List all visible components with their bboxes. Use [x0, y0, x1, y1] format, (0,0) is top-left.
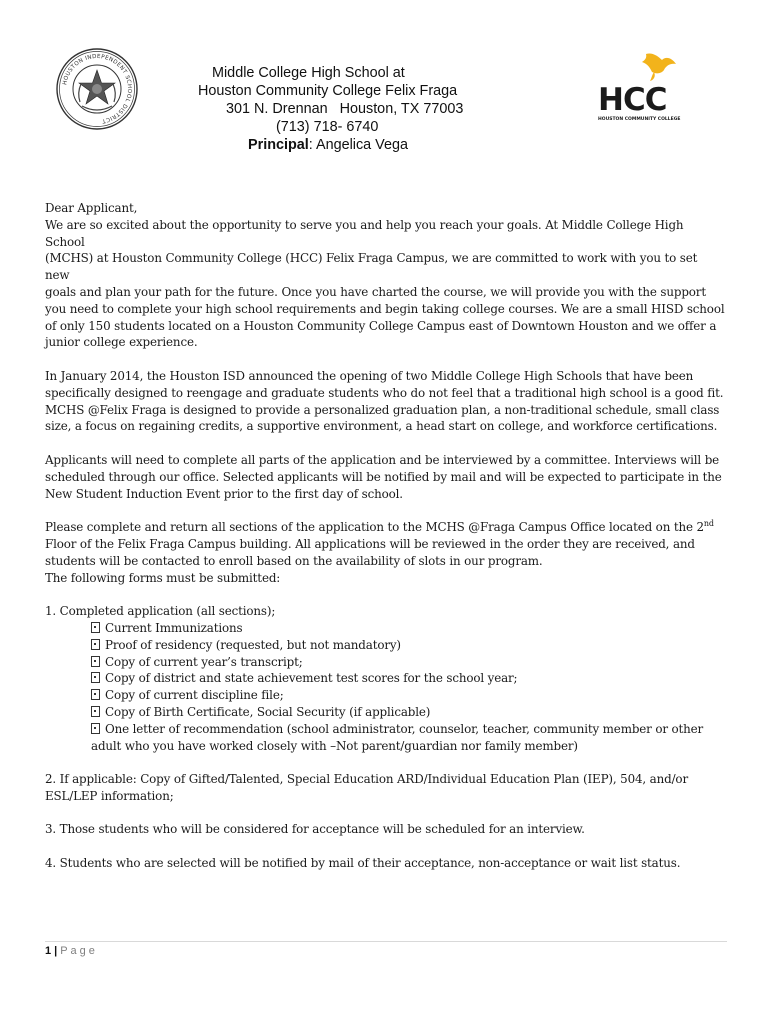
checkbox-icon: [91, 622, 100, 633]
checklist-continuation: adult who you have worked closely with –Not parent/guardian nor family member): [91, 738, 578, 753]
text-line: MCHS @Felix Fraga is designed to provide a personalized graduation plan, a non-traditional schedule, small class: [45, 402, 720, 417]
text-line: The following forms must be submitted:: [45, 570, 281, 585]
text-line: students will be contacted to enroll based on the availability of slots in our program.: [45, 553, 543, 568]
text-segment: Please complete and return all sections of the application to the MCHS @Fraga Campus Office located on the 2: [45, 520, 704, 535]
checkbox-icon: [91, 706, 100, 717]
hcc-logo-letters: HCC: [598, 82, 667, 118]
checkbox-icon: [91, 639, 100, 650]
text-line: 2. If applicable: Copy of Gifted/Talented, Special Education ARD/Individual Education Plan (IEP), 504, and/or: [45, 772, 688, 787]
page-number: 1: [45, 945, 52, 957]
checklist-label: One letter of recommendation (school administrator, counselor, teacher, community member or other: [105, 721, 704, 736]
school-name: Middle College High School at: [212, 65, 405, 81]
principal-name: : Angelica Vega: [308, 137, 408, 153]
checklist-item: [45, 704, 725, 721]
seal-text: HOUSTON INDEPENDENT SCHOOL DISTRICT: [62, 53, 133, 124]
text-line: goals and plan your path for the future. Once you have charted the course, we will provide you with the support: [45, 284, 706, 299]
checklist-label: Proof of residency (requested, but not mandatory): [105, 637, 401, 652]
star-seal-icon: [79, 70, 116, 110]
superscript: nd: [703, 519, 714, 529]
checklist-label: Copy of current discipline file;: [105, 688, 284, 703]
text-line: of only 150 students located on a Houston Community College Campus east of Downtown Houston and we offer a: [45, 318, 717, 333]
principal-line: [150, 136, 530, 154]
text-line: ESL/LEP information;: [45, 788, 174, 803]
checklist-item: [45, 687, 725, 704]
eagle-icon: [642, 53, 676, 81]
checklist-label: Current Immunizations: [105, 620, 243, 635]
checkbox-icon: [91, 689, 100, 700]
hcc-logo-subtitle: HOUSTON COMMUNITY COLLEGE: [598, 117, 681, 122]
list-item-2: [45, 771, 725, 805]
school-header: [150, 64, 530, 154]
hcc-logo: [592, 50, 696, 124]
college-name: Houston Community College Felix Fraga: [198, 83, 458, 99]
text-line: Applicants will need to complete all parts of the application and be interviewed by a committee. Interviews will be: [45, 452, 720, 467]
text-line: [45, 519, 725, 536]
paragraph-instructions: [45, 519, 725, 586]
checklist-label: Copy of district and state achievement test scores for the school year;: [105, 671, 518, 686]
salutation: Dear Applicant,: [45, 201, 138, 215]
checklist-item: [45, 721, 725, 738]
checklist-item: [45, 654, 725, 671]
checkbox-icon: [91, 656, 100, 667]
text-line: In January 2014, the Houston ISD announced the opening of two Middle College High Schools that have been: [45, 368, 694, 383]
school-phone: (713) 718- 6740: [276, 119, 379, 135]
text-line: (MCHS) at Houston Community College (HCC) Felix Fraga Campus, we are committed to work with you to set new: [45, 251, 698, 283]
principal-label: Principal: [248, 137, 309, 153]
letter-body: [45, 200, 725, 872]
text-line: you need to complete your high school requirements and begin taking college courses. We are a small HISD school: [45, 301, 725, 316]
list-item-3: 3. Those students who will be considered for acceptance will be scheduled for an interview.: [45, 822, 585, 837]
school-address: 301 N. Drennan Houston, TX 77003: [226, 101, 464, 117]
checklist-label: Copy of current year’s transcript;: [105, 654, 303, 669]
school-district-seal: [56, 48, 138, 130]
footer-divider: [45, 941, 727, 942]
text-line: New Student Induction Event prior to the first day of school.: [45, 486, 403, 501]
text-line: junior college experience.: [45, 335, 198, 350]
checkbox-icon: [91, 672, 100, 683]
checkbox-icon: [91, 723, 100, 734]
checklist-item: [45, 670, 725, 687]
page-word: Page: [60, 945, 98, 957]
text-line: Floor of the Felix Fraga Campus building. All applications will be reviewed in the order they are received, and: [45, 536, 695, 551]
checklist-item: [45, 637, 725, 654]
text-line: We are so excited about the opportunity to serve you and help you reach your goals. At Middle College High School: [45, 217, 684, 249]
list-item-4: 4. Students who are selected will be notified by mail of their acceptance, non-acceptance or wait list status.: [45, 856, 681, 871]
paragraph-interview: [45, 452, 725, 502]
text-line: scheduled through our office. Selected applicants will be notified by mail and will be expected to participate in the: [45, 469, 722, 484]
page-footer: [45, 944, 98, 958]
text-line: size, a focus on regaining credits, a supportive environment, a head start on college, and workforce certifications.: [45, 419, 718, 434]
checklist-item: [45, 620, 725, 637]
paragraph-intro: [45, 217, 725, 351]
list-item-1: 1. Completed application (all sections);: [45, 604, 276, 619]
footer-separator: |: [54, 945, 58, 957]
paragraph-history: [45, 368, 725, 435]
checklist-label: Copy of Birth Certificate, Social Security (if applicable): [105, 704, 431, 719]
text-line: specifically designed to reengage and graduate students who do not feel that a traditional high school is a good fit.: [45, 385, 724, 400]
